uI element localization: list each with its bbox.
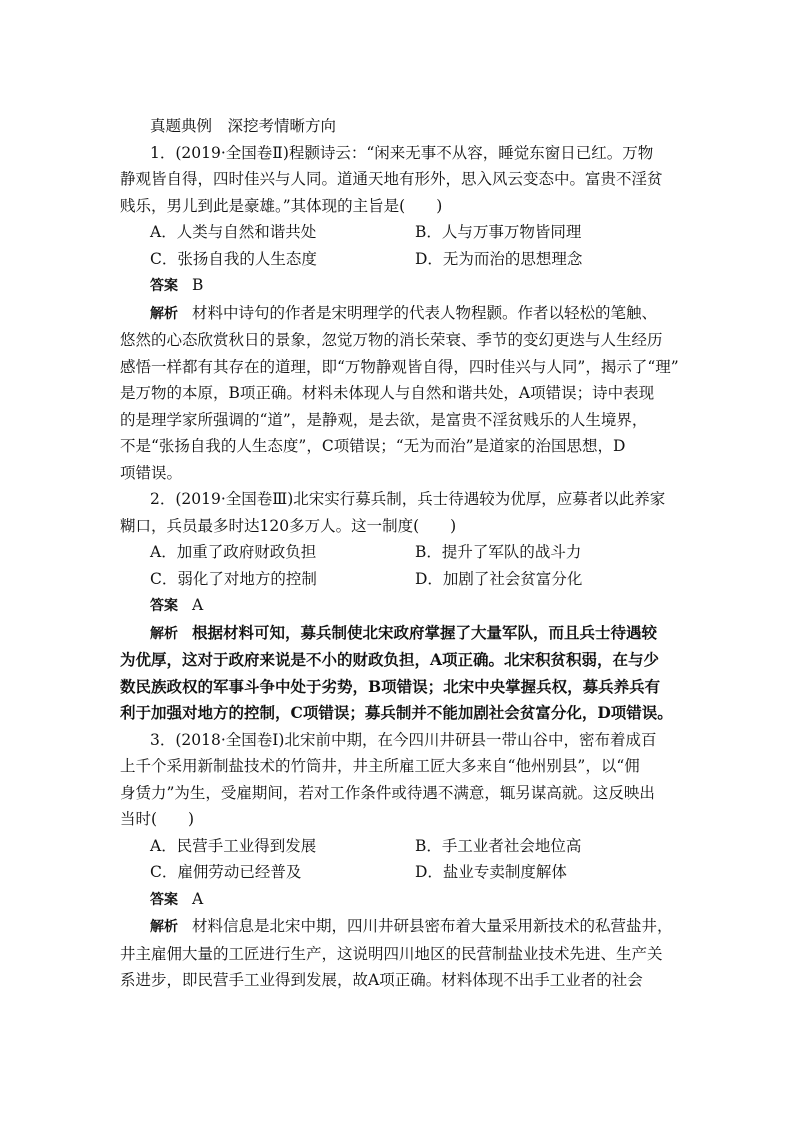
q1-option-a[interactable]: A．人类与自然和谐共处 <box>150 223 317 241</box>
q3-option-d[interactable]: D．盐业专卖制度解体 <box>415 863 567 881</box>
q1-analysis-text: 材料中诗句的作者是宋明理学的代表人物程颢。作者以轻松的笔触、 <box>192 303 658 322</box>
q1-analysis-line: 悠然的心态欣赏秋日的景象，忽觉万物的消长荣衰、季节的变幻更迭与人生经历 <box>120 331 663 349</box>
question-1 <box>120 140 680 487</box>
q2-analysis-line: 数民族政权的军事斗争中处于劣势，B项错误；北宋中央掌握兵权，募兵养兵有 <box>120 676 661 696</box>
q3-stem-line: 当时( ) <box>120 810 195 828</box>
q1-analysis-line <box>120 300 680 328</box>
q3-answer <box>120 886 680 914</box>
document-page <box>120 113 680 994</box>
answer-tag: 答案 <box>150 598 178 614</box>
q1-stem-line: 贱乐，男儿到此是豪雄。”其体现的主旨是( ) <box>120 196 443 215</box>
q3-option-a[interactable]: A．民营手工业得到发展 <box>150 836 317 855</box>
q3-option-c[interactable]: C．雇佣劳动已经普及 <box>150 863 302 881</box>
q3-options-row <box>120 859 680 886</box>
q1-option-d[interactable]: D．无为而治的思想理念 <box>415 249 583 268</box>
q1-analysis-line: 感悟一样都有其存在的道理，即“万物静观皆自得，四时佳兴与人同”，揭示了“理” <box>120 357 679 376</box>
q1-option-b[interactable]: B．人与万事万物皆同理 <box>415 223 582 241</box>
q1-answer <box>120 272 680 300</box>
q3-analysis-line: 系进步，即民营手工业得到发展，故A项正确。材料体现不出手工业者的社会 <box>120 971 643 989</box>
q2-answer-value: A <box>192 596 204 614</box>
q3-answer-value: A <box>192 889 204 908</box>
q2-analysis-text: 根据材料可知，募兵制使北宋政府掌握了大量军队，而且兵士待遇较 <box>192 622 658 642</box>
q2-analysis-line: 为优厚，这对于政府来说是不小的财政负担，A项正确。北宋积贫积弱，在与少 <box>120 650 660 669</box>
analysis-tag: 解析 <box>150 305 178 322</box>
q1-analysis-line: 不是“张扬自我的人生态度”，C项错误；“无为而治”是道家的治国思想，D <box>120 437 626 455</box>
answer-tag: 答案 <box>150 891 178 908</box>
analysis-tag: 解析 <box>150 919 178 935</box>
q1-analysis-line: 项错误。 <box>120 463 183 482</box>
answer-tag: 答案 <box>150 278 178 294</box>
question-3 <box>120 727 680 994</box>
q3-stem-line: 上千个采用新制盐技术的竹筒井，井主所雇工匠大多来自“他州别县”，以“佣 <box>120 757 640 775</box>
q1-options-row <box>120 219 680 246</box>
q1-answer-value: B <box>192 276 204 294</box>
q2-option-d[interactable]: D．加剧了社会贫富分化 <box>415 569 583 588</box>
section-title: 真题典例 深挖考情晰方向 <box>150 117 337 135</box>
q2-option-c[interactable]: C．弱化了对地方的控制 <box>150 569 317 588</box>
q2-analysis-line: 利于加强对地方的控制，C项错误；募兵制并不能加剧社会贫富分化，D项错误。 <box>120 703 673 722</box>
q2-options-row <box>120 539 680 566</box>
q2-stem-line: 2．(2019·全国卷Ⅲ)北宋实行募兵制，兵士待遇较为优厚，应募者以此养家 <box>150 490 666 508</box>
question-2 <box>120 486 680 727</box>
analysis-tag: 解析 <box>150 625 178 642</box>
q3-stem-line: 身赁力”为生，受雇期间，若对工作条件或待遇不满意，辄另谋高就。这反映出 <box>120 783 655 802</box>
q1-options-row <box>120 246 680 273</box>
q1-stem-line: 静观皆自得，四时佳兴与人同。道通天地有形外，思入风云变态中。富贵不淫贫 <box>120 170 663 188</box>
q2-option-b[interactable]: B．提升了军队的战斗力 <box>415 543 582 561</box>
q2-options-row <box>120 566 680 593</box>
q3-option-b[interactable]: B．手工业者社会地位高 <box>415 836 582 855</box>
q1-option-c[interactable]: C．张扬自我的人生态度 <box>150 249 317 268</box>
q2-answer <box>120 592 680 620</box>
q1-stem-line: 1．(2019·全国卷Ⅱ)程颢诗云：“闲来无事不从容，睡觉东窗日已红。万物 <box>150 143 654 162</box>
q2-analysis-line <box>120 620 680 648</box>
q3-analysis-line: 井主雇佣大量的工匠进行生产，这说明四川地区的民营制盐业技术先进、生产关 <box>120 944 663 963</box>
q2-option-a[interactable]: A．加重了政府财政负担 <box>150 543 317 561</box>
q2-stem-line: 糊口，兵员最多时达120多万人。这一制度( ) <box>120 516 457 535</box>
q1-analysis-line: 的是理学家所强调的“道”，是静观，是去欲，是富贵不淫贫贱乐的人生境界， <box>120 410 648 429</box>
q3-options-row <box>120 833 680 860</box>
q1-analysis-line: 是万物的本原，B项正确。材料未体现人与自然和谐共处，A项错误；诗中表现 <box>120 384 655 402</box>
q3-stem-line: 3．(2018·全国卷Ⅰ)北宋前中期，在今四川井研县一带山谷中，密布着成百 <box>150 730 657 749</box>
q3-analysis-line <box>120 913 680 941</box>
q3-analysis-text: 材料信息是北宋中期，四川井研县密布着大量采用新技术的私营盐井， <box>192 917 673 935</box>
